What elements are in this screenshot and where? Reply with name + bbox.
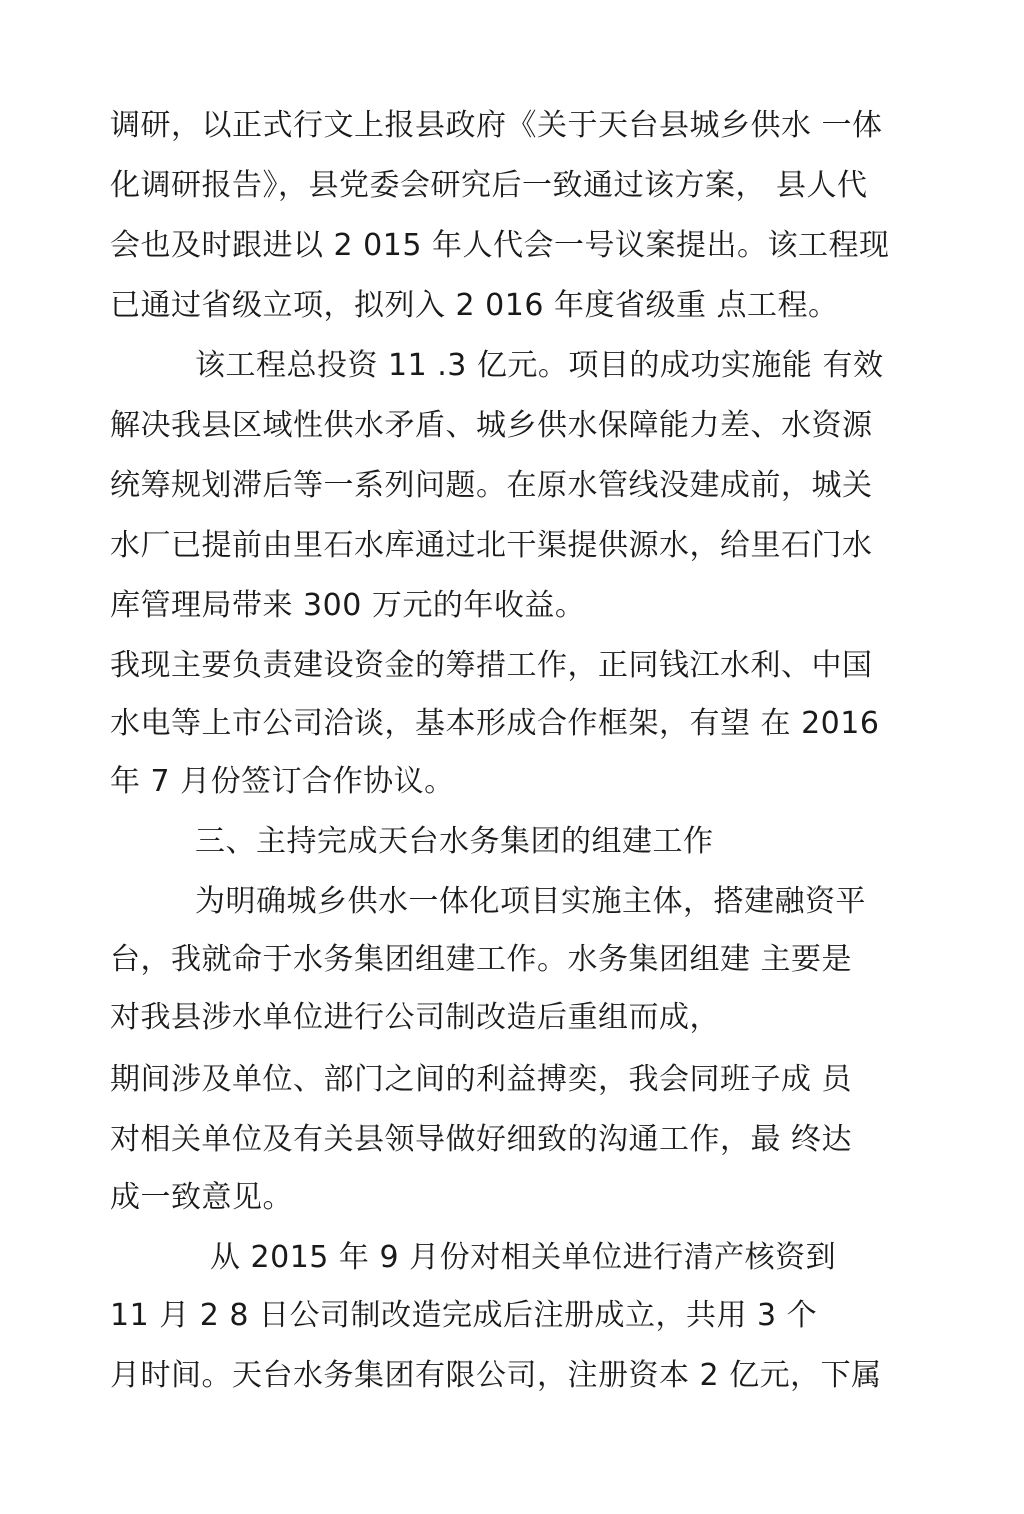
text-line: 年 7 月份签订合作协议。 — [110, 764, 455, 799]
text-line: 对相关单位及有关县领导做好细致的沟通工作，最 终达 — [110, 1122, 853, 1157]
text-line: 11 月 2 8 日公司制改造完成后注册成立，共用 3 个 — [110, 1298, 818, 1333]
text-line: 该工程总投资 11 .3 亿元。项目的成功实施能 有效 — [195, 348, 884, 383]
text-line: 调研，以正式行文上报县政府《关于天台县城乡供水 一体 — [110, 108, 883, 143]
text-line: 已通过省级立项，拟列入 2 016 年度省级重 点工程。 — [110, 288, 839, 323]
text-line: 成一致意见。 — [110, 1180, 293, 1215]
text-line: 解决我县区域性供水矛盾、城乡供水保障能力差、水资源 — [110, 408, 873, 443]
text-line: 期间涉及单位、部门之间的利益搏奕，我会同班子成 员 — [110, 1062, 853, 1097]
text-line: 对我县涉水单位进行公司制改造后重组而成， — [110, 1000, 720, 1035]
text-line: 我现主要负责建设资金的筹措工作，正同钱江水利、中国 — [110, 648, 873, 683]
text-line: 从 2015 年 9 月份对相关单位进行清产核资到 — [210, 1240, 837, 1275]
text-line: 水电等上市公司洽谈，基本形成合作框架，有望 在 2016 — [110, 706, 880, 741]
text-line: 化调研报告》，县党委会研究后一致通过该方案， 县人代 — [110, 168, 868, 203]
text-line: 为明确城乡供水一体化项目实施主体，搭建融资平 — [195, 884, 866, 919]
text-line: 月时间。天台水务集团有限公司，注册资本 2 亿元，下属 — [110, 1358, 882, 1393]
text-line: 库管理局带来 300 万元的年收益。 — [110, 588, 586, 623]
text-line: 会也及时跟进以 2 015 年人代会一号议案提出。该工程现 — [110, 228, 890, 263]
text-line: 统筹规划滞后等一系列问题。在原水管线没建成前，城关 — [110, 468, 873, 503]
text-line: 台，我就命于水务集团组建工作。水务集团组建 主要是 — [110, 942, 853, 977]
section-heading: 三、主持完成天台水务集团的组建工作 — [195, 824, 714, 859]
text-line: 水厂已提前由里石水库通过北干渠提供源水，给里石门水 — [110, 528, 873, 563]
